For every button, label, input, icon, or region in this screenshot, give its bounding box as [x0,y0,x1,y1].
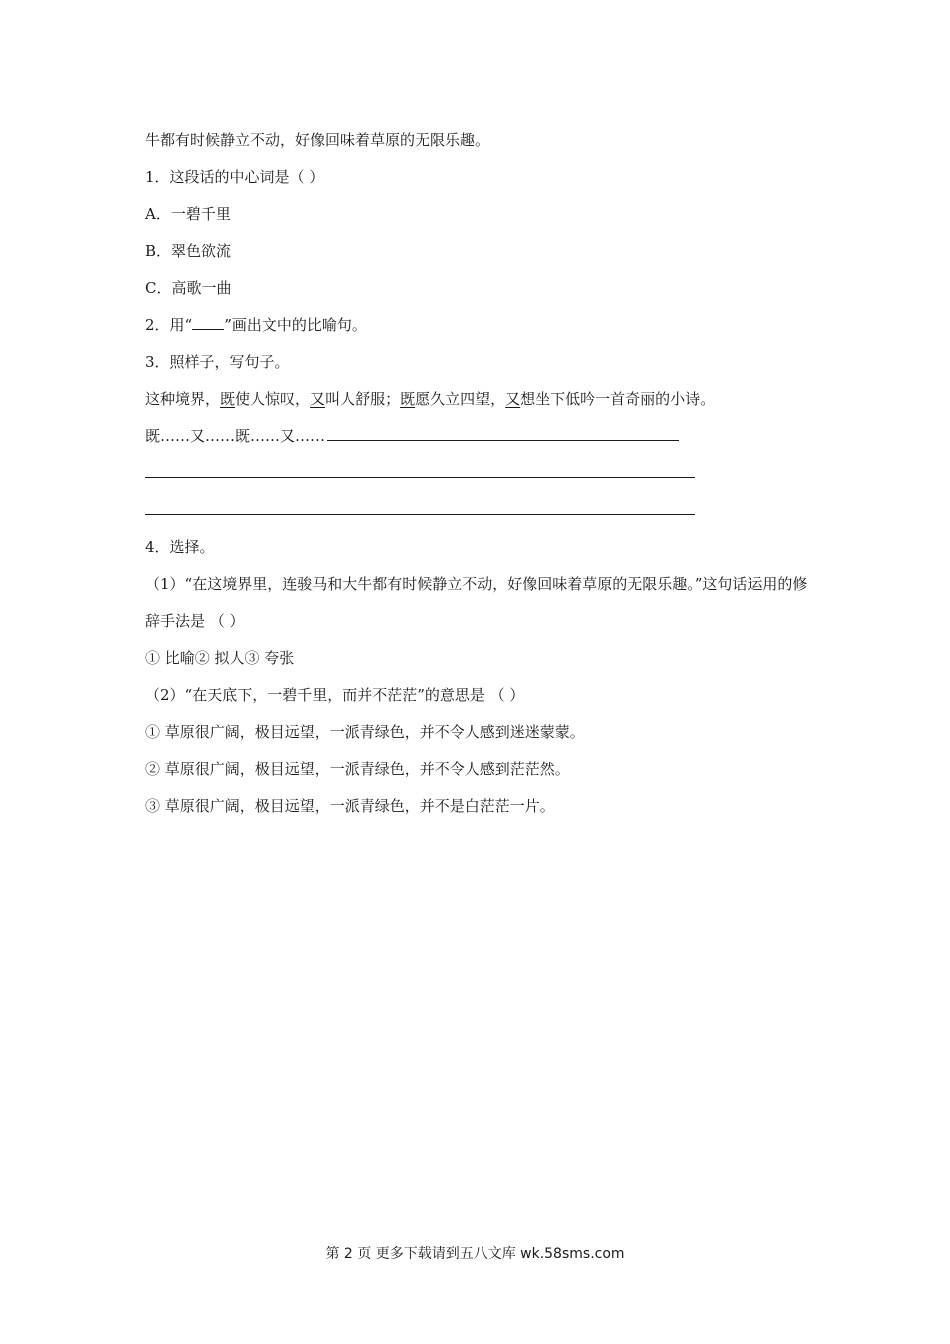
q4-stem: 4．选择。 [145,538,215,556]
q3-pattern: 既……又……既……又…… [145,427,326,445]
answer-blank-3[interactable] [145,500,695,515]
q3-stem: 3．照样子，写句子。 [145,353,290,371]
q4-sub2-option-1: ① 草原很广阔，极目远望，一派青绿色，并不令人感到迷迷蒙蒙。 [145,723,585,741]
q1-stem: 1．这段话的中心词是（ ） [145,168,325,186]
document-body [145,128,935,831]
q2-suffix: ”画出文中的比喻句。 [224,316,367,334]
q3-example [145,387,935,424]
q4-sub1-options: ① 比喻② 拟人③ 夸张 [145,649,295,667]
answer-blank-2[interactable] [145,463,695,478]
example-part4: 愿久立四望， [415,390,506,408]
example-ji-2: 既 [400,390,416,408]
example-part1: 这种境界， [145,390,221,408]
q1-option-b: B．翠色欲流 [145,242,232,260]
q4-sub2-option-2: ② 草原很广阔，极目远望，一派青绿色，并不令人感到茫茫然。 [145,760,570,778]
example-you-2: 又 [505,390,521,408]
q4-sub2-stem: （2）“在天底下，一碧千里，而并不茫茫”的意思是 （ ） [145,686,525,704]
example-part3: 叫人舒服； [325,390,401,408]
q4-sub1-line2: 辞手法是 （ ） [145,612,245,630]
answer-line-2 [145,461,935,498]
example-you-1: 又 [310,390,326,408]
q1-option-c: C．高歌一曲 [145,279,232,297]
answer-line-3 [145,498,935,535]
q2-stem [145,313,935,350]
intro-line: 牛都有时候静立不动，好像回味着草原的无限乐趣。 [145,131,491,149]
q2-underline-sample [192,315,224,330]
answer-blank-1[interactable] [327,425,679,441]
q4-sub1-line1: （1）“在这境界里，连骏马和大牛都有时候静立不动，好像回味着草原的无限乐趣。”这句话运用的修 [145,575,808,593]
q1-option-a: A．一碧千里 [145,205,231,223]
example-ji-1: 既 [220,390,236,408]
example-part5: 想坐下低吟一首奇丽的小诗。 [520,390,716,408]
q4-sub2-option-3: ③ 草原很广阔，极目远望，一派青绿色，并不是白茫茫一片。 [145,797,555,815]
q2-prefix: 2．用“ [145,316,193,334]
q3-pattern-line [145,424,935,461]
example-part2: 使人惊叹， [235,390,311,408]
page-footer: 第 2 页 更多下载请到五八文库 wk.58sms.com [325,1246,625,1262]
